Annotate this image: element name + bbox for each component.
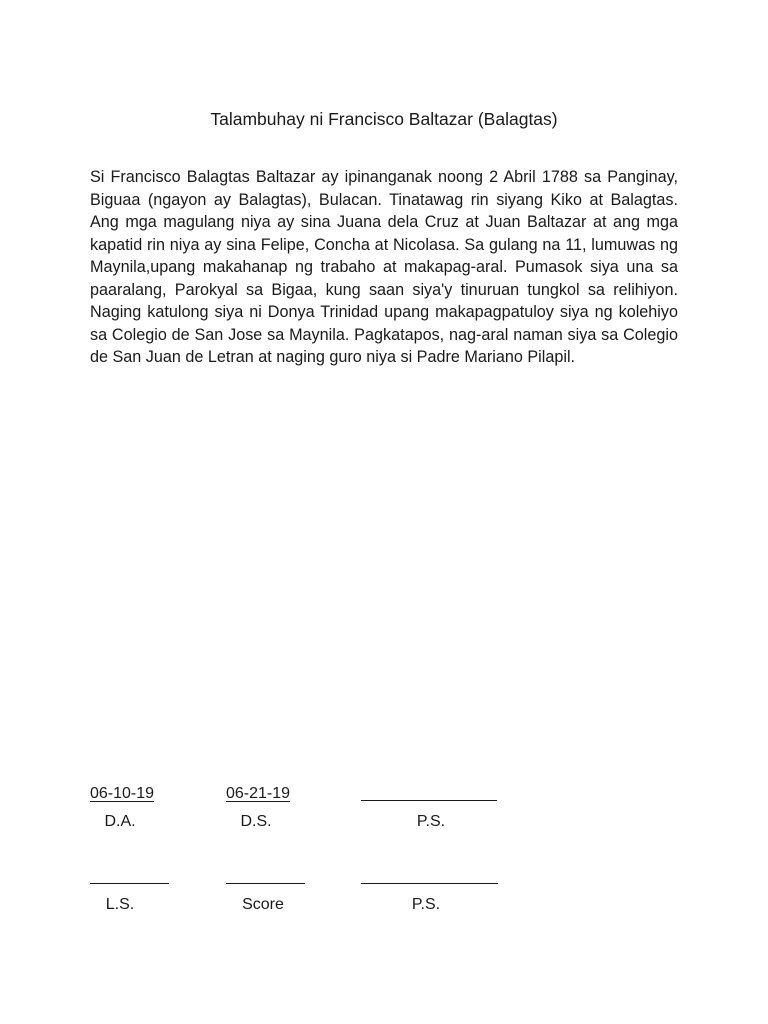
- ls-label: L.S.: [105, 896, 135, 913]
- parent-signature-label-2: P.S.: [411, 896, 441, 913]
- parent-signature-line-2: [361, 883, 498, 884]
- date-assigned-label: D.A.: [104, 813, 136, 830]
- parent-signature-label: P.S.: [416, 813, 446, 830]
- date-submitted-label: D.S.: [240, 813, 272, 830]
- score-line: [226, 883, 305, 884]
- ls-line: [90, 883, 169, 884]
- biography-paragraph: Si Francisco Balagtas Baltazar ay ipinanganak noong 2 Abril 1788 sa Panginay, Biguaa (ngayon ay Balagtas), Bulacan. Tinatawag rin siyang Kiko at Balagtas. Ang mga magulang niya ay sina Juana dela Cruz at Juan Baltazar at ang mga kapatid rin niya ay sina Felipe, Concha at Nicolasa. Sa gulang na 11, lumuwas ng Maynila,upang makahanap ng trabaho at makapag-aral. Pumasok siya una sa paaralang, Parokyal sa Bigaa, kung saan siya'y tinuruan tungkol sa relihiyon. Naging katulong siya ni Donya Trinidad upang makapagpatuloy siya ng kolehiyo sa Colegio de San Jose sa Maynila. Pagkatapos, nag-aral naman siya sa Colegio de San Juan de Letran at naging guro niya si Padre Mariano Pilapil.: [90, 168, 678, 366]
- date-submitted-value: 06-21-19: [226, 785, 291, 802]
- document-title: Talambuhay ni Francisco Baltazar (Balagtas): [210, 109, 558, 129]
- date-assigned-value: 06-10-19: [90, 785, 155, 802]
- parent-signature-line: [361, 800, 497, 801]
- score-label: Score: [242, 896, 284, 913]
